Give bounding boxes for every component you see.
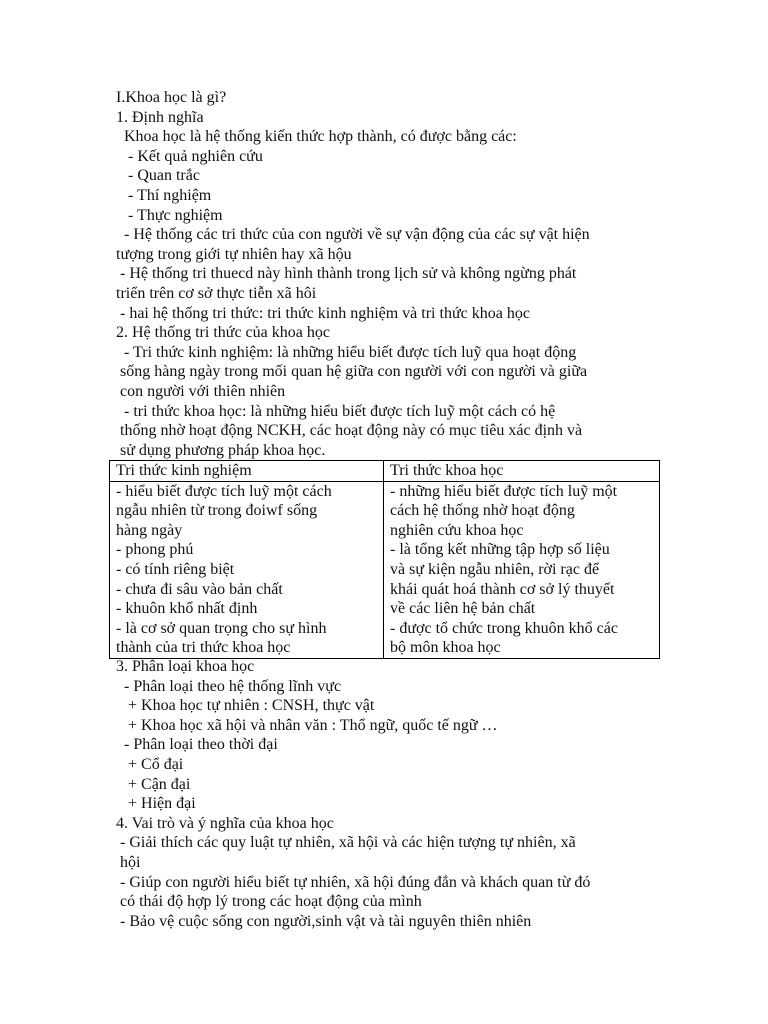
text-line: 1. Định nghĩa	[116, 108, 204, 126]
table-header-cell: Tri thức khoa học	[384, 461, 660, 482]
cell-line: khái quát hoá thành cơ sở lý thuyết	[390, 580, 615, 598]
text-line: sống hàng ngày trong mối quan hệ giữa con người với con người và giữa	[116, 363, 588, 381]
text-line: - tri thức khoa học: là những hiểu biết được tích luỹ một cách có hệ	[116, 402, 556, 420]
cell-line: - là tổng kết những tập hợp số liệu	[390, 541, 610, 559]
cell-line: - khuôn khổ nhất định	[116, 600, 258, 618]
text-line: - Giải thích các quy luật tự nhiên, xã hội và các hiện tượng tự nhiên, xã	[116, 834, 576, 852]
text-line: I.Khoa học là gì?	[116, 89, 227, 106]
cell-line: - những hiểu biết được tích luỹ một	[390, 482, 618, 500]
text-line: + Cận đại	[116, 775, 191, 793]
cell-line: - chưa đi sâu vào bản chất	[116, 580, 283, 598]
cell-line: - được tổ chức trong khuôn khổ các	[390, 619, 618, 637]
comparison-table	[109, 460, 660, 659]
text-line: sử dụng phương pháp khoa học.	[116, 441, 326, 459]
text-line: - Giúp con người hiểu biết tự nhiên, xã hội đúng đắn và khách quan từ đó	[116, 873, 591, 891]
text-line: - Bảo vệ cuộc sống con người,sinh vật và tài nguyên thiên nhiên	[116, 912, 532, 930]
table-header-row	[110, 461, 660, 482]
text-line: - Kết quả nghiên cứu	[116, 147, 263, 165]
text-line: - Tri thức kinh nghiệm: là những hiểu biết được tích luỹ qua hoạt động	[116, 343, 577, 361]
text-line: - Hệ thống tri thuecd này hình thành trong lịch sử và không ngừng phát	[116, 265, 577, 283]
cell-line: bộ môn khoa học	[390, 639, 501, 657]
text-line: + Hiện đại	[116, 795, 196, 813]
cell-line: và sự kiện ngẫu nhiên, rời rạc để	[390, 560, 600, 578]
text-line: có thái độ hợp lý trong các hoạt động của mình	[116, 893, 422, 911]
cell-line: - hiểu biết được tích luỹ một cách	[116, 482, 332, 500]
text-line: - Phân loại theo thời đại	[116, 736, 278, 754]
text-line: - Phân loại theo hệ thống lĩnh vực	[116, 677, 342, 695]
table-row	[110, 481, 660, 658]
text-line: Khoa học là hệ thống kiến thức hợp thành, có được bằng các:	[116, 128, 517, 146]
text-line: 2. Hệ thống tri thức của khoa học	[116, 324, 330, 342]
cell-line: nghiên cứu khoa học	[390, 521, 524, 539]
text-line: + Khoa học tự nhiên : CNSH, thực vật	[116, 697, 375, 715]
text-line: con người với thiên nhiên	[116, 383, 286, 400]
table-header-cell: Tri thức kinh nghiệm	[110, 461, 384, 482]
cell-line: hàng ngày	[116, 521, 183, 539]
cell-line: - phong phú	[116, 541, 194, 559]
text-line: tượng trong giới tự nhiên hay xã hộu	[116, 245, 352, 263]
table-cell-science	[384, 481, 660, 658]
text-line: 3. Phân loại khoa học	[116, 658, 255, 675]
cell-line: về các liên hệ bản chất	[390, 600, 536, 618]
text-line: hội	[116, 854, 141, 871]
text-line: triển trên cơ sở thực tiễn xã hôi	[116, 285, 317, 302]
text-line: - Hệ thống các tri thức của con người về sự vận động của các sự vật hiện	[116, 226, 590, 244]
text-line: - Quan trắc	[116, 167, 200, 185]
text-line: + Khoa học xã hội và nhân văn : Thổ ngữ, quốc tế ngữ …	[116, 716, 498, 734]
text-line: 4. Vai trò và ý nghĩa của khoa học	[116, 814, 334, 832]
cell-line: ngẫu nhiên từ trong đoiwf sống	[116, 502, 318, 520]
text-line: - Thực nghiệm	[116, 206, 223, 224]
text-line: thống nhờ hoạt động NCKH, các hoạt động này có mục tiêu xác định và	[116, 422, 583, 440]
cell-line: thành của tri thức khoa học	[116, 639, 291, 657]
cell-line: - có tính riêng biệt	[116, 560, 235, 578]
text-line: - Thí nghiệm	[116, 187, 212, 204]
cell-line: - là cơ sở quan trọng cho sự hình	[116, 619, 327, 637]
cell-line: cách hệ thống nhờ hoạt động	[390, 502, 575, 520]
text-line: + Cổ đại	[116, 756, 184, 773]
text-line: - hai hệ thống tri thức: tri thức kinh nghiệm và tri thức khoa học	[116, 304, 530, 322]
table-cell-experience	[110, 481, 384, 658]
